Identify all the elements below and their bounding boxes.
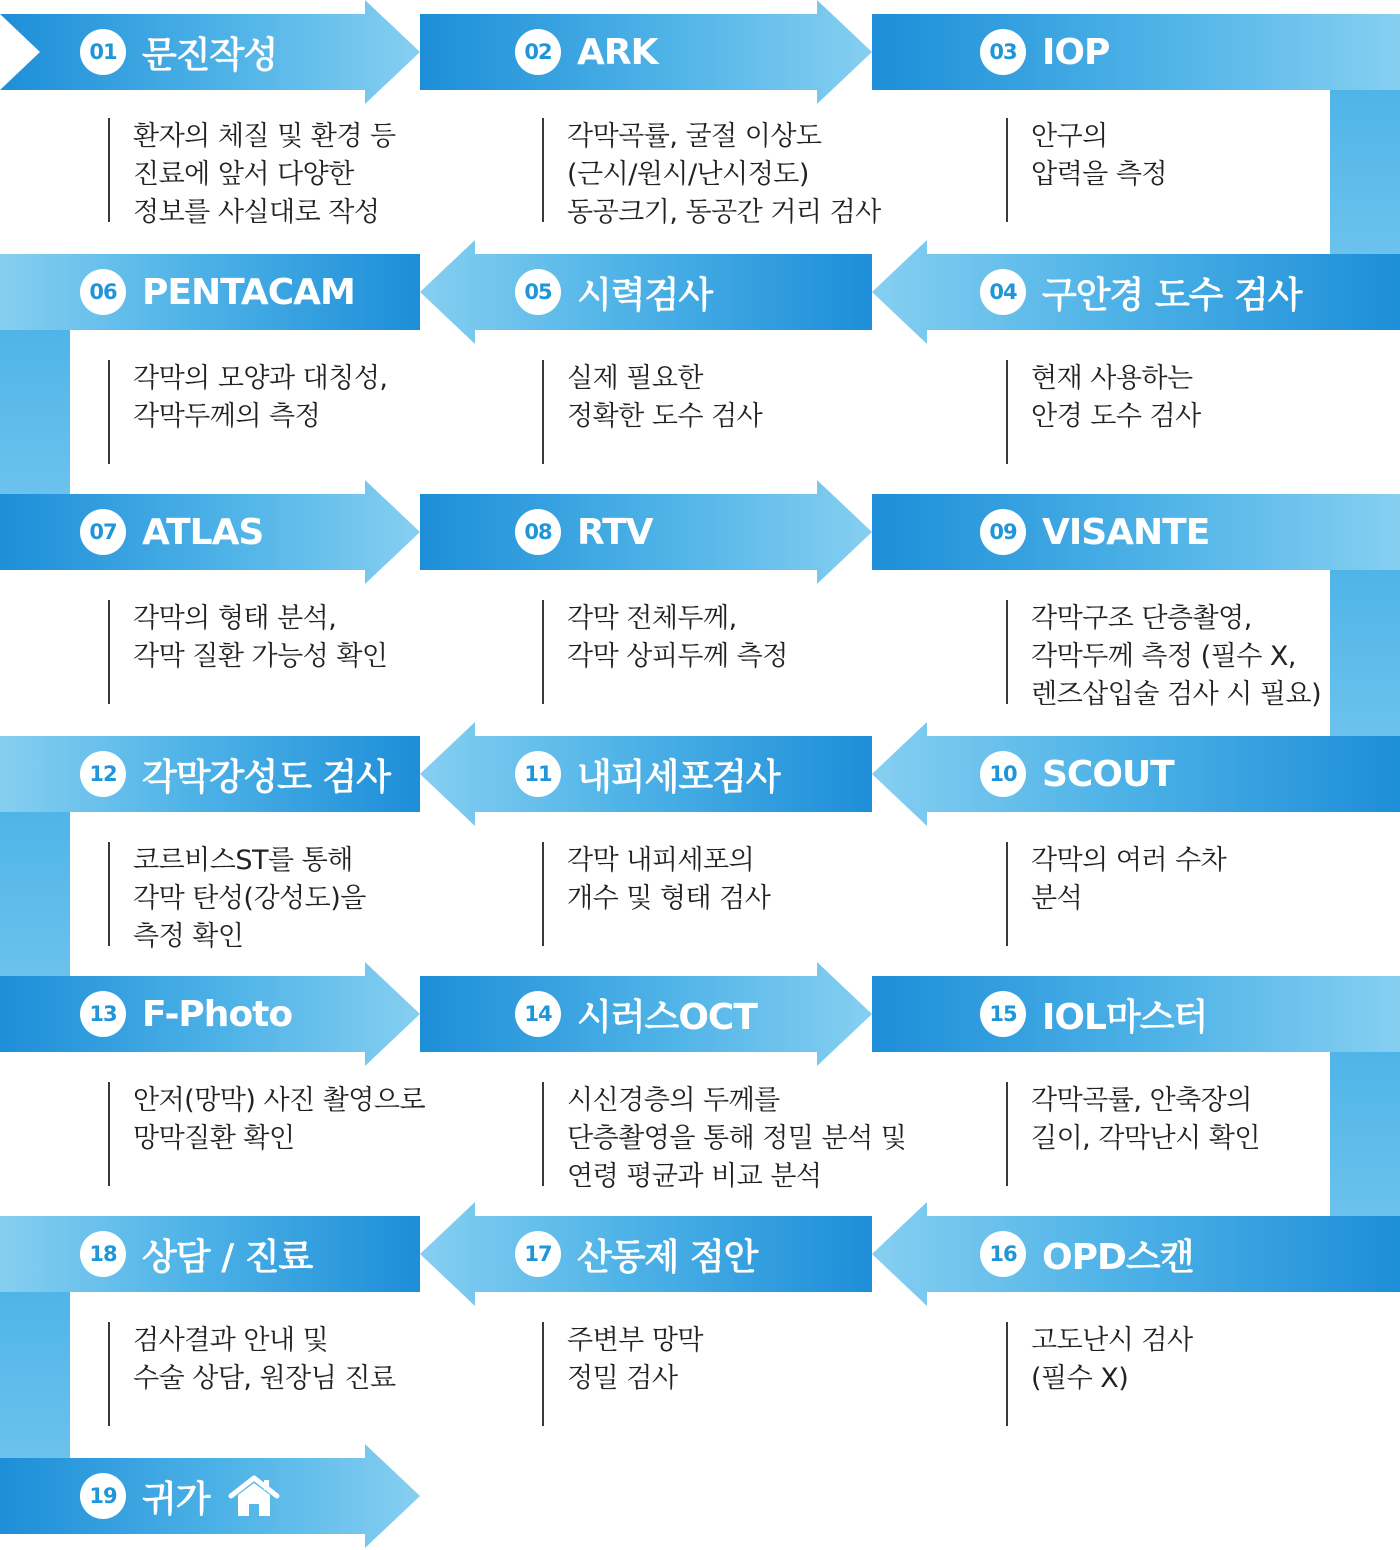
description-line: 안경 도수 검사: [1031, 401, 1201, 432]
description-line: 각막 내피세포의: [567, 845, 755, 876]
step-number-badge: 04: [980, 269, 1026, 315]
description-line: 각막곡률, 안축장의: [1031, 1085, 1252, 1116]
step-08-header: [515, 504, 653, 560]
step-title: SCOUT: [1042, 753, 1174, 795]
step-number-badge: 03: [980, 29, 1026, 75]
description-line: 각막의 여러 수차: [1031, 845, 1227, 876]
step-15-description: [1006, 1082, 1376, 1186]
step-number-badge: 14: [515, 991, 561, 1037]
step-title: 상담 / 진료: [142, 1236, 313, 1278]
step-03-header: [980, 24, 1109, 80]
step-title: F-Photo: [142, 993, 293, 1035]
step-10-header: [980, 746, 1174, 802]
step-16-header: [980, 1226, 1193, 1282]
step-12-description: [108, 842, 478, 952]
step-number-badge: 15: [980, 991, 1026, 1037]
description-line: 환자의 체질 및 환경 등: [133, 121, 396, 152]
description-line: 측정 확인: [133, 921, 244, 952]
description-line: 검사결과 안내 및: [133, 1325, 329, 1356]
description-line: 렌즈삽입술 검사 시 필요): [1031, 679, 1322, 710]
step-16-description: [1006, 1322, 1376, 1426]
description-line: 수술 상담, 원장님 진료: [133, 1363, 396, 1394]
step-09-description: [1006, 600, 1376, 710]
step-number-badge: 09: [980, 509, 1026, 555]
step-07-description: [108, 600, 478, 704]
step-19-header: [80, 1468, 280, 1524]
description-line: 각막두께의 측정: [133, 401, 321, 432]
step-01-header: [80, 24, 277, 80]
step-03-description: [1006, 118, 1376, 222]
step-15-header: [980, 986, 1207, 1042]
description-line: 각막두께 측정 (필수 X,: [1031, 641, 1297, 672]
description-line: 각막 상피두께 측정: [567, 641, 788, 672]
step-title: IOL마스터: [1042, 996, 1208, 1038]
description-line: 정밀 검사: [567, 1363, 678, 1394]
step-number-badge: 02: [515, 29, 561, 75]
description-line: 개수 및 형태 검사: [567, 883, 771, 914]
step-02-header: [515, 24, 657, 80]
step-12-header: [80, 746, 390, 802]
step-title: 구안경 도수 검사: [1042, 274, 1302, 316]
description-line: 길이, 각막난시 확인: [1031, 1123, 1260, 1154]
description-line: 각막 질환 가능성 확인: [133, 641, 388, 672]
description-line: (근시/원시/난시정도): [567, 159, 809, 190]
description-line: 각막의 모양과 대칭성,: [133, 363, 388, 394]
step-title: RTV: [577, 511, 653, 553]
step-number-badge: 07: [80, 509, 126, 555]
step-title: 시러스OCT: [577, 996, 757, 1038]
step-title: OPD스캔: [1042, 1236, 1194, 1278]
step-title: 각막강성도 검사: [142, 756, 390, 798]
step-10-description: [1006, 842, 1376, 946]
description-line: 시신경층의 두께를: [567, 1085, 780, 1116]
step-title: 산동제 점안: [577, 1236, 758, 1278]
description-line: 각막 전체두께,: [567, 603, 737, 634]
step-17-header: [515, 1226, 757, 1282]
description-line: 분석: [1031, 883, 1083, 914]
step-number-badge: 17: [515, 1231, 561, 1277]
arrow-segment-03: [872, 14, 1400, 90]
home-icon: [228, 1474, 280, 1518]
step-number-badge: 12: [80, 751, 126, 797]
description-line: 진료에 앞서 다양한: [133, 159, 354, 190]
step-title: PENTACAM: [142, 271, 355, 313]
step-title: 시력검사: [577, 274, 713, 316]
description-line: 각막 탄성(강성도)을: [133, 883, 366, 914]
step-number-badge: 18: [80, 1231, 126, 1277]
description-line: 코르비스ST를 통해: [133, 845, 353, 876]
step-13-header: [80, 986, 292, 1042]
description-line: 압력을 측정: [1031, 159, 1167, 190]
step-11-description: [542, 842, 912, 946]
step-title: VISANTE: [1042, 511, 1210, 553]
description-line: 각막구조 단층촬영,: [1031, 603, 1252, 634]
description-line: 각막의 형태 분석,: [133, 603, 337, 634]
step-04-header: [980, 264, 1302, 320]
description-line: 고도난시 검사: [1031, 1325, 1193, 1356]
step-14-description: [542, 1082, 912, 1192]
step-01-description: [108, 118, 478, 228]
step-number-badge: 05: [515, 269, 561, 315]
step-title: IOP: [1042, 31, 1110, 73]
description-line: 연령 평균과 비교 분석: [567, 1161, 822, 1192]
description-line: 각막곡률, 굴절 이상도: [567, 121, 822, 152]
step-05-header: [515, 264, 712, 320]
step-06-description: [108, 360, 478, 464]
step-02-description: [542, 118, 912, 228]
step-06-header: [80, 264, 355, 320]
step-04-description: [1006, 360, 1376, 464]
step-18-header: [80, 1226, 312, 1282]
description-line: (필수 X): [1031, 1363, 1129, 1394]
step-number-badge: 06: [80, 269, 126, 315]
step-11-header: [515, 746, 780, 802]
description-line: 안저(망막) 사진 촬영으로: [133, 1085, 426, 1116]
step-number-badge: 19: [80, 1473, 126, 1519]
step-05-description: [542, 360, 912, 464]
step-17-description: [542, 1322, 912, 1426]
step-number-badge: 13: [80, 991, 126, 1037]
step-title: ATLAS: [142, 511, 264, 553]
description-line: 정보를 사실대로 작성: [133, 197, 380, 228]
step-number-badge: 16: [980, 1231, 1026, 1277]
description-line: 현재 사용하는: [1031, 363, 1193, 394]
step-title: ARK: [577, 31, 658, 73]
description-line: 정확한 도수 검사: [567, 401, 763, 432]
step-number-badge: 11: [515, 751, 561, 797]
description-line: 동공크기, 동공간 거리 검사: [567, 197, 881, 228]
step-title: 문진작성: [142, 34, 278, 76]
description-line: 실제 필요한: [567, 363, 703, 394]
step-18-description: [108, 1322, 478, 1426]
step-number-badge: 10: [980, 751, 1026, 797]
description-line: 단층촬영을 통해 정밀 분석 및: [567, 1123, 907, 1154]
step-08-description: [542, 600, 912, 704]
step-13-description: [108, 1082, 478, 1186]
step-title: 귀가: [142, 1478, 210, 1520]
step-07-header: [80, 504, 263, 560]
step-number-badge: 01: [80, 29, 126, 75]
step-14-header: [515, 986, 757, 1042]
description-line: 망막질환 확인: [133, 1123, 295, 1154]
step-title: 내피세포검사: [577, 756, 780, 798]
step-number-badge: 08: [515, 509, 561, 555]
description-line: 주변부 망막: [567, 1325, 703, 1356]
step-09-header: [980, 504, 1209, 560]
description-line: 안구의: [1031, 121, 1108, 152]
